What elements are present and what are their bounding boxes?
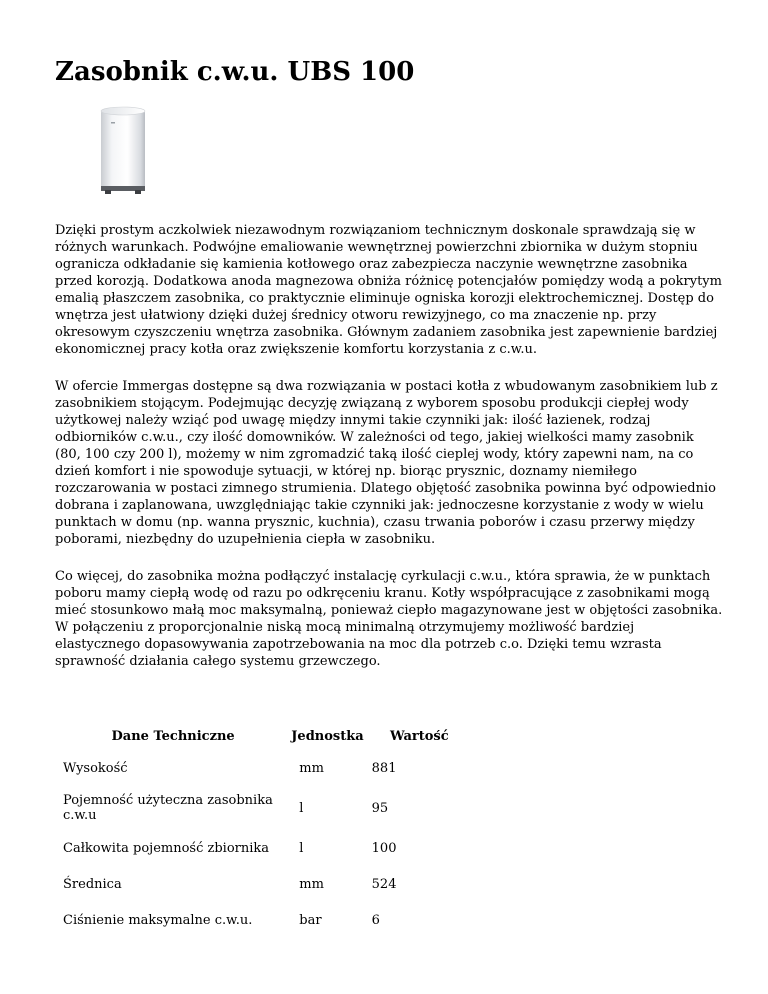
param-name: Wysokość [63, 760, 128, 776]
table-header-row [55, 722, 475, 750]
table-row [55, 902, 475, 938]
table-row [55, 750, 475, 786]
technical-data-table [55, 722, 475, 938]
param-value: 6 [371, 912, 380, 928]
paragraph-intro: Dzięki prostym aczkolwiek niezawodnym rozwiązaniom technicznym doskonale sprawdzają się w różnych warunkach. Podwójne emaliowanie wewnętrznej powierzchni zbiornika w dużym stopniu ogranicza odkładanie się kamienia kotłowego oraz zabezpiecza naczynie wewnętrzne zasobnika przed korozją. Dodatkowa anoda magnezowa obniża różnicę potencjałów pomiędzy wodą a pokrytym emalią płaszczem zasobnika, co praktycznie eliminuje ogniska korozji elektrochemicznej. Dostęp do wnętrza jest ułatwiony dzięki dużej średnicy otworu rewizyjnego, co ma znaczenie np. przy okresowym czyszczeniu wnętrza zasobnika. Głównym zadaniem zasobnika jest zapewnienie bardziej ekonomicznej pracy kotła oraz zwiększenie komfortu korzystania z c.w.u. [55, 223, 722, 357]
param-unit: mm [299, 760, 324, 776]
table-row [55, 830, 475, 866]
paragraph-circulation: Co więcej, do zasobnika można podłączyć instalację cyrkulacji c.w.u., która sprawia, że w punktach poboru mamy ciepłą wodę od razu po odkręceniu kranu. Kotły współpracujące z zasobnikami mogą mieć stosunkowo małą moc maksymalną, ponieważ ciepło magazynowane jest w objętości zasobnika. W połączeniu z proporcjonalnie niską mocą minimalną otrzymujemy możliwość bardziej elastycznego dopasowywania zapotrzebowania na moc dla potrzeb c.o. Dzięki temu wzrasta sprawność działania całego systemu grzewczego. [55, 569, 723, 669]
param-unit: l [299, 840, 304, 856]
param-value: 524 [371, 876, 397, 892]
param-unit: bar [299, 912, 322, 928]
param-value: 881 [371, 760, 397, 776]
water-heater-tank-icon [91, 100, 155, 200]
header-technical-data: Dane Techniczne [111, 728, 235, 744]
param-name: Ciśnienie maksymalne c.w.u. [63, 912, 253, 928]
table-row [55, 786, 475, 830]
param-value: 95 [371, 800, 389, 816]
param-unit: l [299, 800, 304, 816]
param-unit: mm [299, 876, 324, 892]
param-name: Całkowita pojemność zbiornika [63, 840, 270, 856]
paragraph-offer: W ofercie Immergas dostępne są dwa rozwiązania w postaci kotła z wbudowanym zasobnikiem lub z zasobnikiem stojącym. Podejmując decyzję związaną z wyborem sposobu produkcji ciepłej wody użytkowej należy wziąć pod uwagę między innymi takie czynniki jak: ilość łazienek, rodzaj odbiorników c.w.u., czy ilość domowników. W zależności od tego, jakiej wielkości mamy zasobnik (80, 100 czy 200 l), możemy w nim zgromadzić taką ilość cieplej wody, który zapewni nam, na co dzień komfort i nie spowoduje sytuacji, w której np. biorąc prysznic, doznamy niemiłego rozczarowania w postaci zimnego strumienia. Dlatego objętość zasobnika powinna być odpowiednio dobrana i zaplanowana, uwzględniając takie czynniki jak: jednoczesne korzystanie z wody w wielu punktach w domu (np. wanna prysznic, kuchnia), czasu trwania poborów i czasu przerwy między poborami, niezbędny do uzupełnienia ciepła w zasobniku. [55, 379, 718, 547]
param-value: 100 [371, 840, 397, 856]
param-name: Średnica [63, 876, 122, 892]
table-row [55, 866, 475, 902]
header-value: Wartość [390, 728, 449, 744]
header-unit: Jednostka [291, 728, 364, 744]
page-title: Zasobnik c.w.u. UBS 100 [55, 57, 415, 87]
param-name: Pojemność użyteczna zasobnika c.w.u [63, 793, 273, 823]
